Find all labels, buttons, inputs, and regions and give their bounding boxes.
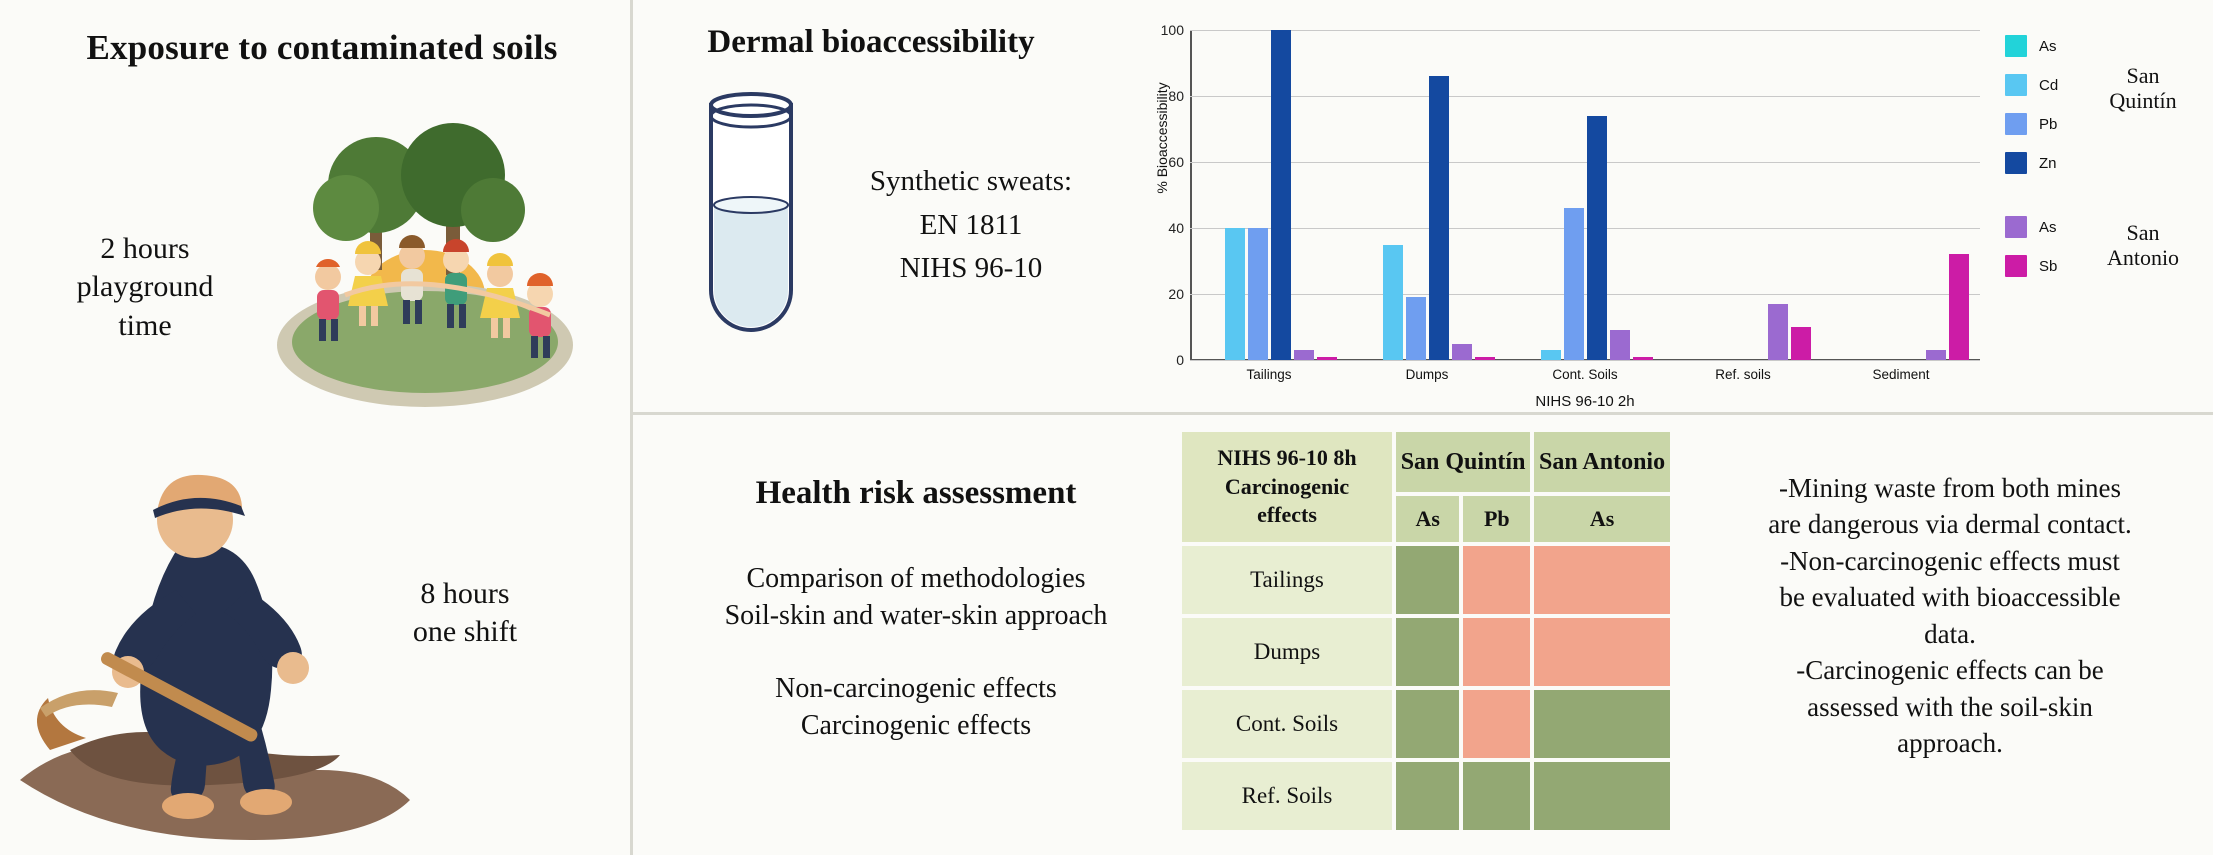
table-body (1182, 546, 1670, 830)
hr-p1-line-2: Soil-skin and water-skin approach (724, 600, 1108, 632)
chart-y-axis-label: % Bioaccessibility (1154, 82, 1170, 194)
bioaccessibility-chart (1090, 10, 2210, 410)
chart-bar (1475, 357, 1495, 360)
table-risk-cell (1534, 690, 1670, 758)
chart-bar (1317, 357, 1337, 360)
table-risk-cell (1396, 690, 1459, 758)
conclusion-line-6: -Carcinogenic effects can be (1796, 655, 2104, 686)
conclusion-line-8: approach. (1897, 728, 2003, 759)
table-header-san-antonio: San Antonio (1534, 432, 1670, 492)
conclusion-line-5: data. (1924, 618, 1976, 649)
table-risk-cell (1463, 618, 1530, 686)
conclusion-line-1: -Mining waste from both mines (1779, 473, 2121, 503)
legend-label: Pb (2039, 115, 2058, 133)
table-risk-cell (1396, 762, 1459, 830)
chart-bar (1406, 297, 1426, 360)
exposure-title: Exposure to contaminated soils (86, 28, 558, 67)
chart-x-tick-label: Ref. soils (1715, 367, 1771, 382)
chart-y-tick-label: 100 (1160, 22, 1184, 38)
table-risk-cell (1396, 546, 1459, 614)
conclusion-line-4: be evaluated with bioaccessible (1779, 582, 2121, 613)
sweats-line-3: NIHS 96-10 (899, 252, 1043, 284)
table-header-row-sites (1182, 432, 1670, 492)
chart-x-tick-label: Cont. Soils (1552, 367, 1618, 382)
table-header-element-as-sq: As (1396, 496, 1459, 542)
chart-bar (1452, 344, 1472, 361)
table-row (1182, 690, 1670, 758)
table-row (1182, 546, 1670, 614)
table-header-element-as-sa: As (1534, 496, 1670, 542)
chart-bar (1225, 228, 1245, 360)
dermal-title: Dermal bioaccessibility (707, 24, 1035, 60)
chart-bar (1248, 228, 1268, 360)
synthetic-sweats-text (826, 160, 1116, 291)
playground-time-label (60, 230, 230, 345)
sweats-line-2: EN 1811 (919, 208, 1023, 241)
chart-legend-group (2005, 35, 2205, 174)
conclusion-line-3: -Non-carcinogenic effects must (1780, 545, 2120, 576)
chart-bar (1294, 350, 1314, 360)
playground-label-line-3: time (118, 308, 172, 342)
table-row-label: Cont. Soils (1182, 690, 1392, 758)
chart-bar-group (1822, 30, 1980, 382)
chart-bar (1768, 304, 1788, 360)
legend-label: Sb (2039, 257, 2058, 275)
chart-x-tick-label: Tailings (1246, 367, 1292, 382)
table-corner-header (1182, 432, 1392, 542)
chart-bar-groups (1190, 30, 1980, 382)
legend-color-swatch (2005, 152, 2027, 174)
table-header-san-quintin: San Quintín (1396, 432, 1530, 492)
table-risk-cell (1534, 546, 1670, 614)
table-risk-cell (1534, 618, 1670, 686)
chart-gridline (1176, 352, 1980, 368)
legend-label: As (2039, 37, 2057, 55)
chart-y-tick-label: 80 (1168, 88, 1184, 104)
chart-x-tick-label: Sediment (1872, 367, 1930, 382)
test-tube-icon (676, 85, 826, 345)
chart-bar (1541, 350, 1561, 360)
corner-header-line-1: NIHS 96-10 8h (1217, 445, 1357, 471)
health-risk-paragraph-1 (636, 560, 1196, 634)
carcinogenic-effects-table (1178, 428, 1674, 834)
chart-bar-group (1190, 30, 1348, 382)
chart-legend (2005, 35, 2205, 294)
legend-color-swatch (2005, 216, 2027, 238)
table-risk-cell (1463, 762, 1530, 830)
table-row-label: Dumps (1182, 618, 1392, 686)
table-risk-cell (1534, 762, 1670, 830)
sweats-line-1: Synthetic sweats: (869, 165, 1073, 197)
chart-bar-group (1506, 30, 1664, 382)
chart-bar (1383, 245, 1403, 361)
table-header-element-pb-sq: Pb (1463, 496, 1530, 542)
chart-bar-group (1348, 30, 1506, 382)
chart-bar (1633, 357, 1653, 360)
table-risk-cell (1396, 618, 1459, 686)
conclusion-line-7: assessed with the soil-skin (1807, 691, 2093, 722)
legend-label: As (2039, 218, 2057, 236)
table-risk-cell (1463, 546, 1530, 614)
table-row-label: Tailings (1182, 546, 1392, 614)
legend-color-swatch (2005, 113, 2027, 135)
chart-bar (1791, 327, 1811, 360)
legend-color-swatch (2005, 35, 2027, 57)
playground-label-line-2: playground (76, 270, 214, 304)
exposure-panel (0, 0, 630, 855)
health-risk-title: Health risk assessment (755, 475, 1077, 511)
chart-x-axis-label: NIHS 96-10 2h (1535, 393, 1635, 410)
legend-group-label: San Antonio (2106, 220, 2180, 271)
playground-illustration (250, 90, 600, 420)
divider-horizontal-mid (633, 412, 2213, 415)
chart-bar (1949, 254, 1969, 360)
divider-vertical-left (630, 0, 633, 855)
hr-p2-line-1: Non-carcinogenic effects (775, 673, 1057, 704)
corner-header-line-3: effects (1257, 502, 1317, 528)
chart-y-tick-label: 40 (1168, 220, 1184, 236)
chart-bar (1587, 116, 1607, 360)
dermal-bioaccessibility-panel (636, 0, 1116, 410)
chart-y-tick-label: 0 (1176, 352, 1184, 368)
worker-label-line-2: one shift (412, 615, 518, 649)
health-risk-panel (636, 420, 1196, 855)
chart-y-tick-label: 60 (1168, 154, 1184, 170)
playground-label-line-1: 2 hours (100, 232, 190, 265)
legend-color-swatch (2005, 255, 2027, 277)
conclusions-text (1700, 470, 2200, 762)
chart-bar (1610, 330, 1630, 360)
chart-bar (1429, 76, 1449, 360)
legend-color-swatch (2005, 74, 2027, 96)
worker-label-line-1: 8 hours (420, 577, 510, 610)
health-risk-paragraph-2 (636, 670, 1196, 744)
chart-bar-group (1664, 30, 1822, 382)
chart-legend-item (2005, 35, 2205, 57)
corner-header-line-2: Carcinogenic (1224, 473, 1350, 499)
hr-p2-line-2: Carcinogenic effects (800, 710, 1032, 742)
chart-legend-item (2005, 113, 2205, 135)
conclusion-line-2: are dangerous via dermal contact. (1768, 509, 2132, 540)
table-row (1182, 618, 1670, 686)
chart-y-tick-label: 20 (1168, 286, 1184, 302)
legend-group-label: San Quintín (2109, 63, 2177, 114)
legend-label: Cd (2039, 76, 2059, 94)
chart-bar (1926, 350, 1946, 360)
chart-x-tick-label: Dumps (1405, 367, 1449, 382)
legend-label: Zn (2039, 154, 2057, 172)
chart-bar (1271, 30, 1291, 360)
table-row (1182, 762, 1670, 830)
miner-illustration (10, 450, 430, 845)
chart-bar (1564, 208, 1584, 360)
hr-p1-line-1: Comparison of methodologies (746, 563, 1086, 594)
table-risk-cell (1463, 690, 1530, 758)
chart-legend-group (2005, 216, 2205, 277)
chart-legend-item (2005, 152, 2205, 174)
table-row-label: Ref. Soils (1182, 762, 1392, 830)
risk-table (1178, 428, 1674, 834)
